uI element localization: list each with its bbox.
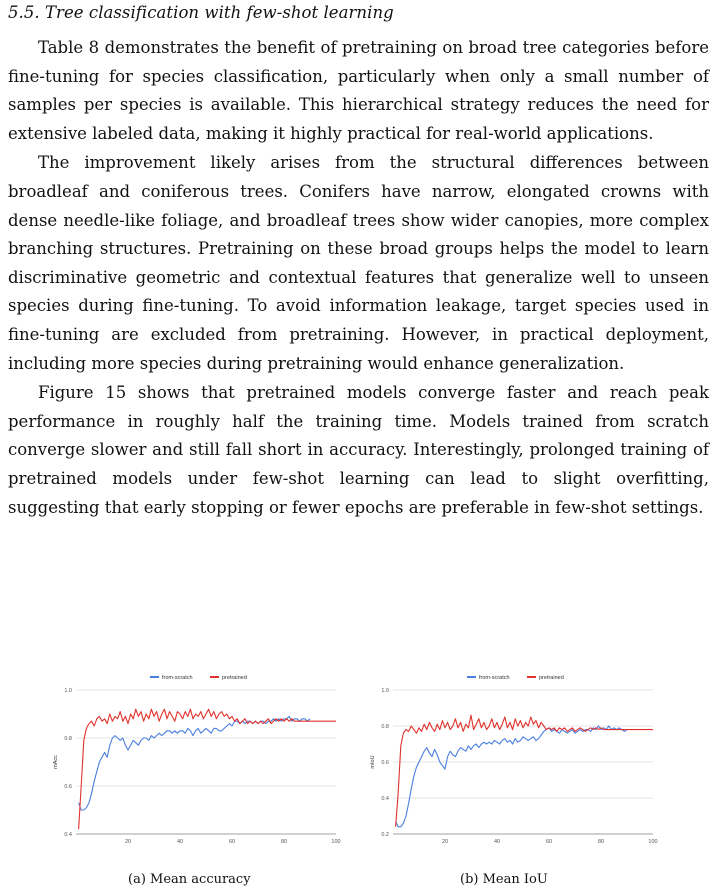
x-tick-label: 60 (545, 839, 553, 845)
legend-label: from-scratch (162, 675, 193, 681)
mean-iou-chart (363, 668, 663, 846)
body-text (8, 34, 709, 522)
section-title: Tree classification with few-shot learning (44, 3, 394, 22)
paragraph: Figure 15 shows that pretrained models converge faster and reach peak performance in roughly half the training time. Models trained from scratch converge slower and still fall short in accuracy. Interestingly, prolonged training of pretrained models under few-shot learning can lead to slight overfitting, suggesting that early stopping or fewer epochs are preferable in few-shot settings. (8, 383, 709, 517)
x-tick-label: 80 (597, 839, 605, 845)
mean-accuracy-chart (46, 668, 346, 846)
x-tick-label: 100 (648, 839, 658, 845)
figure-panel-mean-accuracy (46, 668, 346, 850)
legend-label: pretrained (222, 675, 247, 681)
y-axis-label: mAcc (53, 755, 59, 769)
y-tick-label: 1.0 (381, 688, 389, 694)
y-tick-label: 1.0 (64, 688, 72, 694)
y-tick-label: 0.4 (381, 796, 389, 802)
x-tick-label: 40 (493, 839, 501, 845)
section-heading (8, 3, 394, 22)
paragraph: The improvement likely arises from the structural differences between broadleaf and coniferous trees. Conifers have narrow, elongated crowns with dense needle-like foliage, and broadleaf trees show wider canopies, more complex branching structures. Pretraining on these broad groups helps the model to learn discriminative geometric and contextual features that generalize well to unseen species during fine-tuning. To avoid information leakage, target species used in fine-tuning are excluded from pretraining. However, in practical deployment, including more species during pretraining would enhance generalization. (8, 153, 709, 373)
legend-label: from-scratch (479, 675, 510, 681)
x-tick-label: 80 (280, 839, 288, 845)
caption-mean-accuracy: (a) Mean accuracy (128, 872, 251, 887)
x-tick-label: 100 (331, 839, 341, 845)
figure-panel-mean-iou (363, 668, 663, 850)
y-axis-label: mIoU (370, 755, 376, 769)
series-line-from-scratch (396, 726, 627, 827)
x-tick-label: 20 (124, 839, 132, 845)
y-tick-label: 0.8 (381, 724, 389, 730)
caption-mean-iou: (b) Mean IoU (460, 872, 548, 887)
y-tick-label: 0.6 (64, 784, 72, 790)
y-tick-label: 0.4 (64, 832, 72, 838)
legend-label: pretrained (539, 675, 564, 681)
x-tick-label: 60 (228, 839, 236, 845)
section-number: 5.5. (8, 3, 40, 22)
series-line-from-scratch (79, 716, 310, 810)
y-tick-label: 0.6 (381, 760, 389, 766)
series-line-pretrained (79, 709, 336, 829)
series-line-pretrained (396, 715, 653, 827)
paragraph: Table 8 demonstrates the benefit of pretraining on broad tree categories before fine-tuning for species classification, particularly when only a small number of samples per species is available. This hierarchical strategy reduces the need for extensive labeled data, making it highly practical for real-world applications. (8, 38, 709, 143)
y-tick-label: 0.2 (381, 832, 389, 838)
x-tick-label: 40 (176, 839, 184, 845)
y-tick-label: 0.8 (64, 736, 72, 742)
x-tick-label: 20 (441, 839, 449, 845)
